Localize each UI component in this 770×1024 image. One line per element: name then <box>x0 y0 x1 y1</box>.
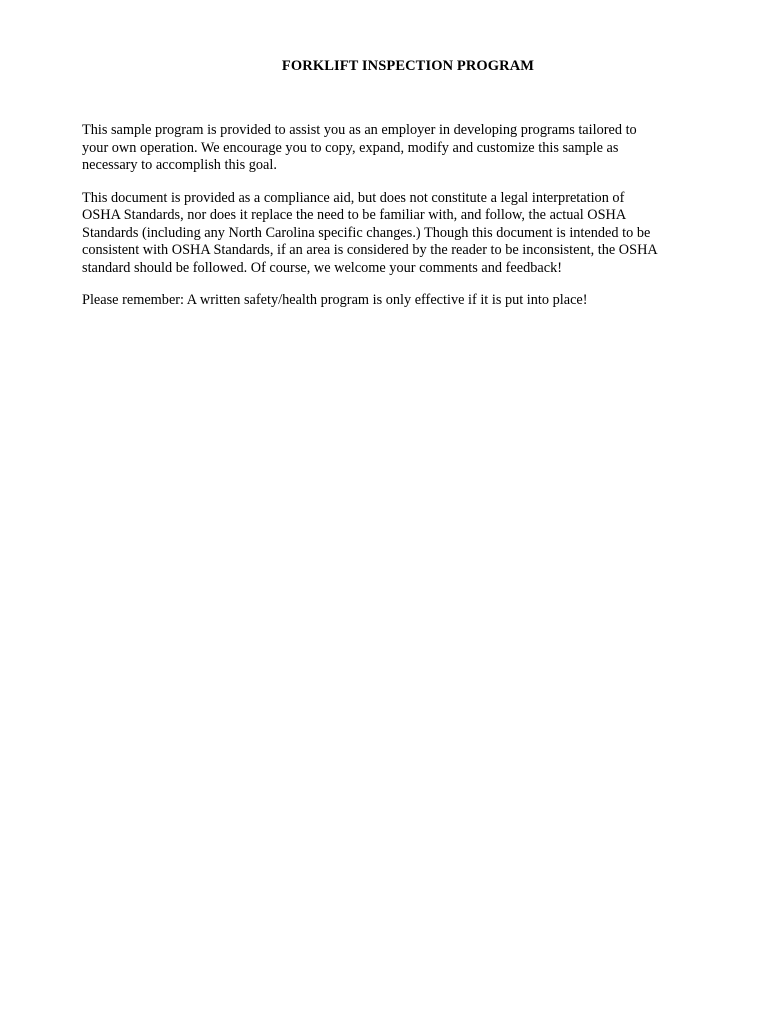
paragraph-disclaimer <box>82 190 697 278</box>
text-line: consistent with OSHA Standards, if an area is considered by the reader to be inconsistent, the OSHA <box>82 242 658 258</box>
document-title: FORKLIFT INSPECTION PROGRAM <box>281 58 535 74</box>
paragraph-reminder <box>82 292 697 310</box>
text-line: OSHA Standards, nor does it replace the need to be familiar with, and follow, the actual OSHA <box>82 207 627 223</box>
text-line: necessary to accomplish this goal. <box>82 157 277 173</box>
text-line: your own operation. We encourage you to copy, expand, modify and customize this sample as <box>82 139 619 156</box>
text-line: Please remember: A written safety/health program is only effective if it is put into place! <box>82 292 588 308</box>
text-line: standard should be followed. Of course, we welcome your comments and feedback! <box>82 259 562 276</box>
paragraph-intro <box>82 122 697 175</box>
document-body <box>82 122 697 325</box>
text-line: Standards (including any North Carolina specific changes.) Though this document is intended to be <box>82 224 651 241</box>
text-line: This document is provided as a compliance aid, but does not constitute a legal interpretation of <box>82 189 625 206</box>
text-line: This sample program is provided to assist you as an employer in developing programs tailored to <box>82 122 637 138</box>
